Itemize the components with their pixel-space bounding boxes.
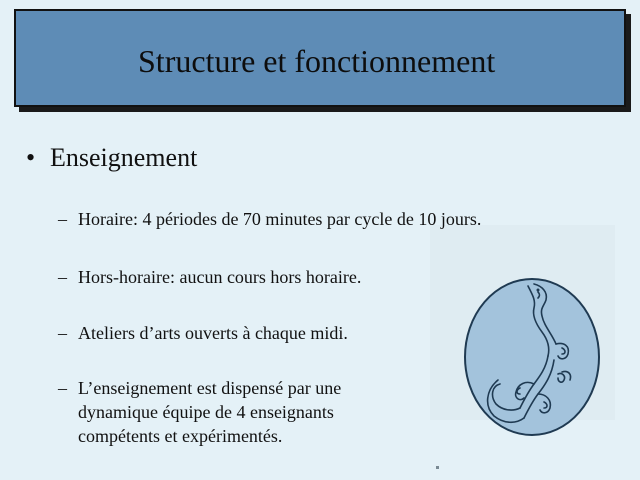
subitem-horaire	[58, 207, 481, 231]
subitem-dash: –	[58, 267, 67, 287]
bullet-dot: •	[26, 143, 36, 172]
subitem-dash: –	[58, 323, 67, 343]
stray-mark	[436, 466, 439, 469]
subitem-ateliers	[58, 321, 348, 345]
subitem-enseignement-equipe	[58, 376, 341, 448]
title-bar	[14, 9, 626, 107]
subitem-text-line2: dynamique équipe de 4 enseignants	[78, 402, 334, 422]
subitem-text: Ateliers d’arts ouverts à chaque midi.	[78, 323, 348, 343]
lizard-emblem-icon	[462, 276, 602, 438]
subitem-dash: –	[58, 209, 67, 229]
subitem-text-line3: compétents et expérimentés.	[78, 426, 283, 446]
subitem-text: Hors-horaire: aucun cours hors horaire.	[78, 267, 362, 287]
subitem-text: L’enseignement est dispensé par une	[78, 378, 342, 398]
subitem-text: Horaire: 4 périodes de 70 minutes par cycle de 10 jours.	[78, 209, 482, 229]
subitem-hors-horaire	[58, 265, 361, 289]
subitem-dash: –	[58, 378, 67, 398]
bullet-label: Enseignement	[50, 143, 198, 172]
bullet-enseignement	[26, 143, 197, 173]
slide-title: Structure et fonctionnement	[138, 43, 496, 79]
